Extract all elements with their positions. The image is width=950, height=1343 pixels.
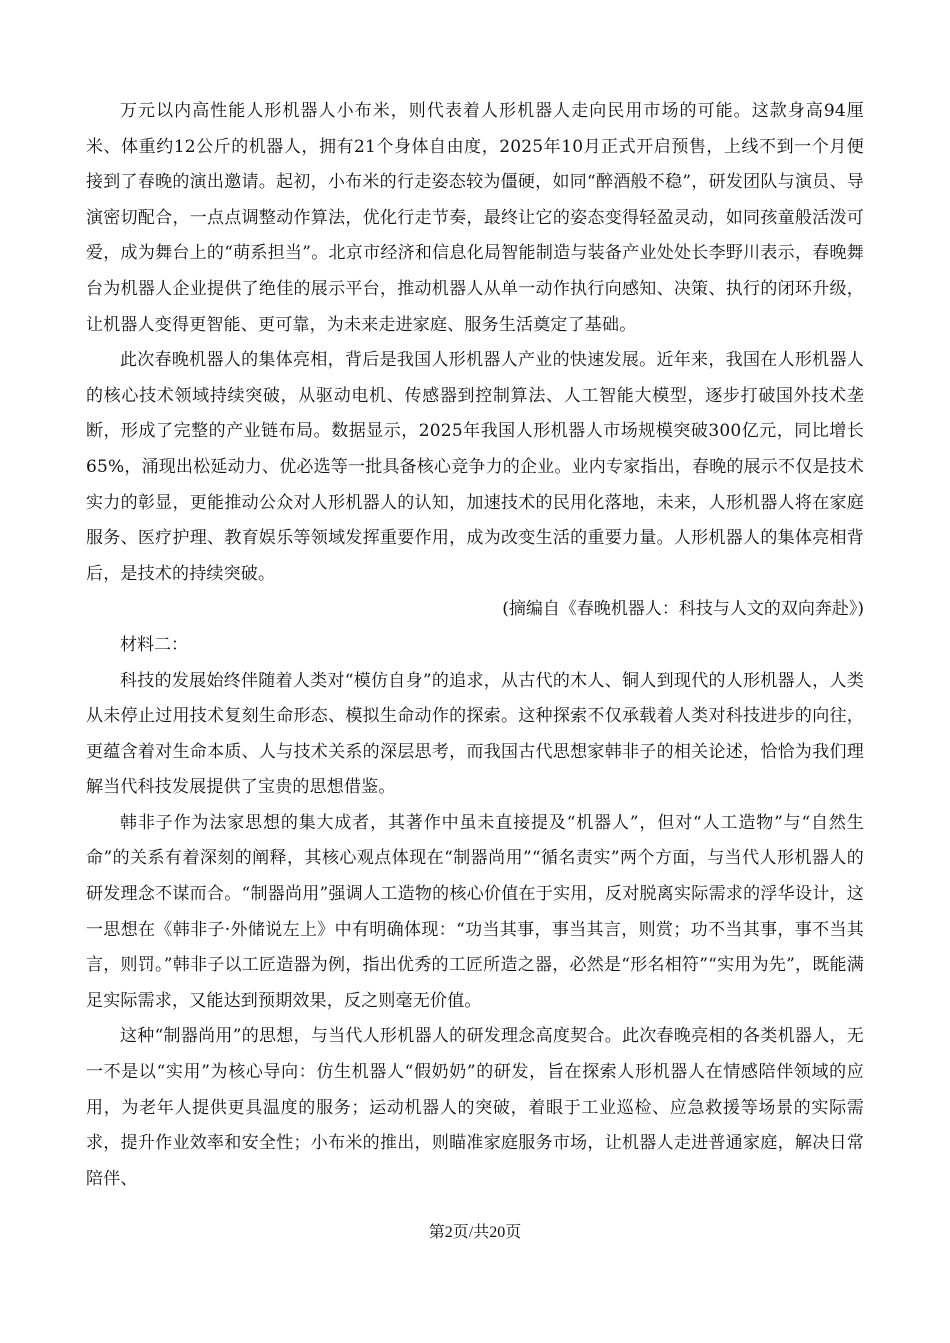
material-paragraph-3: 这种“制器尚用”的思想，与当代人形机器人的研发理念高度契合。此次春晚亮相的各类机器人，无一不是以“实用”为核心导向：仿生机器人“假奶奶”的研发，旨在探索人形机器人在情感陪伴领域的应用，为老年人提供更具温度的服务；运动机器人的突破，着眼于工业巡检、应急救援等场景的实际需求，提升作业效率和安全性；小布米的推出，则瞄准家庭服务市场，让机器人走进普通家庭，解决日常陪伴、 xyxy=(86,1026,864,1189)
material-paragraph-1: 科技的发展始终伴随着人类对“模仿自身”的追求，从古代的木人、铜人到现代的人形机器人，人类从未停止过用技术复刻生命形态、模拟生命动作的探索。这种探索不仅承载着人类对科技进步的向往，更蕴含着对生命本质、人与技术关系的深层思考，而我国古代思想家韩非子的相关论述，恰恰为我们理解当代科技发展提供了宝贵的思想借鉴。 xyxy=(86,670,864,798)
paragraph-2: 此次春晚机器人的集体亮相，背后是我国人形机器人产业的快速发展。近年来，我国在人形机器人的核心技术领域持续突破，从驱动电机、传感器到控制算法、人工智能大模型，逐步打破国外技术垄断，形成了完整的产业链布局。数据显示，2025年我国人形机器人市场规模突破300亿元，同比增长65%，涌现出松延动力、优必选等一批具备核心竞争力的企业。业内专家指出，春晚的展示不仅是技术实力的彰显，更能推动公众对人形机器人的认知，加速技术的民用化落地，未来，人形机器人将在家庭服务、医疗护理、教育娱乐等领域发挥重要作用，成为改变生活的重要力量。人形机器人的集体亮相背后，是技术的持续突破。 xyxy=(86,350,864,584)
material-paragraph-2: 韩非子作为法家思想的集大成者，其著作中虽未直接提及“机器人”，但对“人工造物”与“自然生命”的关系有着深刻的阐释，其核心观点体现在“制器尚用”“循名责实”两个方面，与当代人形机器人的研发理念不谋而合。“制器尚用”强调人工造物的核心价值在于实用，反对脱离实际需求的浮华设计，这一思想在《韩非子·外储说左上》中有明确体现：“功当其事，事当其言，则赏；功不当其事，事不当其言，则罚。”韩非子以工匠造器为例，指出优秀的工匠所造之器，必然是“形名相符”“实用为先”，既能满足实际需求，又能达到预期效果，反之则毫无价值。 xyxy=(86,812,864,1011)
paragraph-1: 万元以内高性能人形机器人小布米，则代表着人形机器人走向民用市场的可能。这款身高94厘米、体重约12公斤的机器人，拥有21个身体自由度，2025年10月正式开启预售，上线不到一个月便接到了春晚的演出邀请。起初，小布米的行走姿态较为僵硬，如同“醉酒般不稳”，研发团队与演员、导演密切配合，一点点调整动作算法，优化行走节奏，最终让它的姿态变得轻盈灵动，如同孩童般活泼可爱，成为舞台上的“萌系担当”。北京市经济和信息化局智能制造与装备产业处处长李野川表示，春晚舞台为机器人企业提供了绝佳的展示平台，推动机器人从单一动作执行向感知、决策、执行的闭环升级，让机器人变得更智能、更可靠，为未来走进家庭、服务生活奠定了基础。 xyxy=(86,101,864,335)
page-number: 第2页/共20页 xyxy=(428,1224,522,1241)
source-citation: (摘编自《春晚机器人：科技与人文的双向奔赴》) xyxy=(502,599,864,620)
document-body xyxy=(86,94,864,1197)
material-heading: 材料二： xyxy=(120,634,188,655)
